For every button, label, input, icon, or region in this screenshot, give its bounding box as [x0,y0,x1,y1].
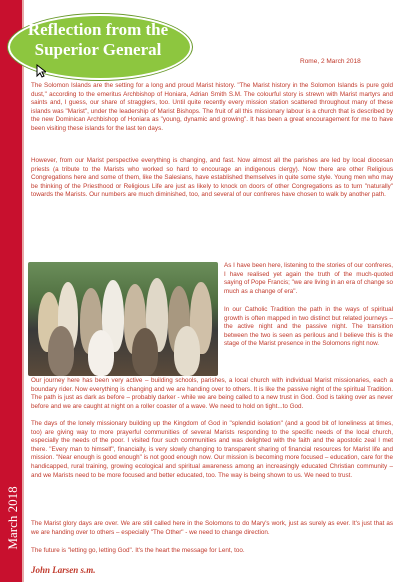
group-photo [28,262,218,376]
paragraph-5: The days of the lonely missionary building up the Kingdom of God in "splendid isolation" (and a good bit of loneliness at times, too) are giving way to more prayerful communities of several Marists responding to the specific needs of the local church, especially the needs of the poor. I visited four such communities and was delighted with the faith and the apostolic zeal I met there. "Every man to himself", financially, is very slowly changing to transparent sharing of financial resources for Marist life and mission. "Near enough is good enough" is not good enough now. Our mission is becoming more focused – education, care for the handicapped, rural training, growing ecological and spiritual awareness among an increasingly educated Christian community – and we Marists need to be more focused and better educated, too. The way is being shown to us. We need to trust. [31,420,393,479]
title-line-2: Superior General [34,40,162,59]
paragraph-7: The future is "letting go, letting God". It's the heart the message for Lent, too. [31,547,245,554]
title-line-1: Reflection from the [27,20,169,39]
paragraph-4a: In our Catholic Tradition the path in the ways of spiritual growth is often mapped in two distinct but related journeys – the active night and the passive night. The transition between the two is seen as perilous and I believe this is the stage of the Marist presence in the Solomons right now. [224,306,393,348]
sidebar-date: March 2018 [5,486,20,550]
mouse-cursor-icon [36,64,46,78]
paragraph-2: However, from our Marist perspective everything is changing, and fast. Now almost all the parishes are led by local diocesan priests (a tribute to the Marists who worked so hard to encourage an indigenous clergy). Now there are other Religious Congregations here and some of them, like the Salesians, have established themselves in quite some style. Young men who may be thinking of the Priesthood or Religious Life are just as likely to knock on doors of other Congregations as to turn "naturally" towards the Marists. Our numbers are much diminished, too, and several of our confreres have chosen to walk by another path. [31,157,393,199]
dateline: Rome, 2 March 2018 [300,58,361,65]
paragraph-3: As I have been here, listening to the stories of our confreres, I have realised yet again the truth of the much-quoted saying of Pope Francis; "we are living in an era of change so much as a change of era". [224,262,393,295]
paragraph-1: The Solomon Islands are the setting for a long and proud Marist history. "The Marist history in the Solomon Islands is pure gold dust," according to the emeritus Archbishop of Honiara, Adrian Smith S.M. The colourful story is strewn with Marist martyrs and saints and, I guess, our share of stragglers, too. Until quite recently every mission station scattered throughout many of these islands was "Marist", under the leadership of Marist Bishops. The fruit of all this missionary labour is a church that is described by the new Dominican Archbishop of Honiara as "young, dynamic and growing". It has been a great encouragement for me to have been visiting these islands for the last ten days. [31,82,393,132]
paragraph-4b: Our journey here has been very active – building schools, parishes, a local church with individual Marist missionaries, each a boundary rider. Now everything is changing and we are handing over to others. It is like the passive night of the spiritual Tradition. The path is just as dark as before – probably darker - while we are being called to a new trust in God. God is taking over as never before and we are caught at night on a roller coaster of a wave. We need to hold on tight...to God. [31,377,393,410]
page-title [8,20,188,60]
signature: John Larsen s.m. [31,565,96,575]
paragraph-6: The Marist glory days are over. We are still called here in the Solomons to do Mary's work, just as surely as ever. It's just that as we are handing over to others – especially "The Other" - we need to change direction. [31,520,393,536]
sidebar-divider [22,0,24,582]
